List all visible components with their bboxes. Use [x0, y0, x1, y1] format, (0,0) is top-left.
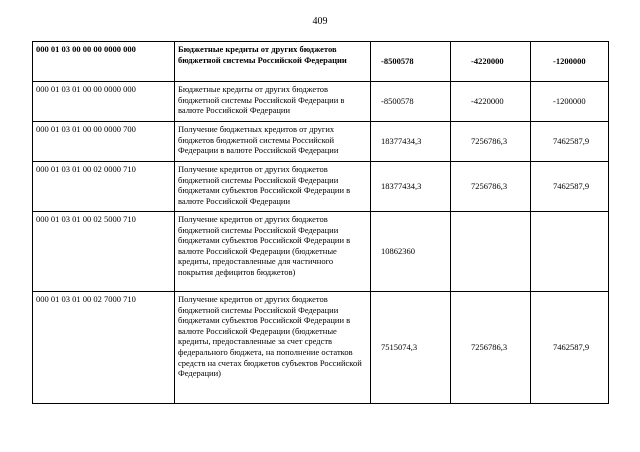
budget-credits-table — [32, 41, 609, 404]
table-row — [33, 42, 609, 82]
row-value-1: 7515074,3 — [371, 292, 451, 404]
row-name: Получение бюджетных кредитов от других бюджетов бюджетной системы Российской Федерации в валюте Российской Федерации — [175, 122, 371, 162]
row-value-3: 7462587,9 — [531, 162, 609, 212]
row-value-1: -8500578 — [371, 42, 451, 82]
row-name: Получение кредитов от других бюджетов бюджетной системы Российской Федерации бюджетами субъектов Российской Федерации в валюте Российской Федерации (бюджетные кредиты, предоставленные для частичного покрытия дефицитов бюджетов) — [175, 212, 371, 292]
row-code: 000 01 03 00 00 00 0000 000 — [33, 42, 175, 82]
table-row — [33, 162, 609, 212]
row-name: Получение кредитов от других бюджетов бюджетной системы Российской Федерации бюджетами субъектов Российской Федерации в валюте Российской Федерации — [175, 162, 371, 212]
page-number: 409 — [312, 16, 328, 27]
row-value-1: 18377434,3 — [371, 122, 451, 162]
row-value-3: -1200000 — [531, 82, 609, 122]
row-value-2: 7256786,3 — [451, 292, 531, 404]
row-value-3: -1200000 — [531, 42, 609, 82]
row-value-3: 7462587,9 — [531, 122, 609, 162]
row-value-2: 7256786,3 — [451, 162, 531, 212]
row-value-2: -4220000 — [451, 82, 531, 122]
table-row — [33, 82, 609, 122]
row-code: 000 01 03 01 00 02 5000 710 — [33, 212, 175, 292]
row-code: 000 01 03 01 00 02 7000 710 — [33, 292, 175, 404]
row-value-3: 7462587,9 — [531, 292, 609, 404]
row-value-1: -8500578 — [371, 82, 451, 122]
row-name: Бюджетные кредиты от других бюджетов бюджетной системы Российской Федерации в валюте Российской Федерации — [175, 82, 371, 122]
row-value-3 — [531, 212, 609, 292]
row-name: Бюджетные кредиты от других бюджетов бюджетной системы Российской Федерации — [175, 42, 371, 82]
row-code: 000 01 03 01 00 02 0000 710 — [33, 162, 175, 212]
row-code: 000 01 03 01 00 00 0000 700 — [33, 122, 175, 162]
row-value-1: 10862360 — [371, 212, 451, 292]
table-row — [33, 122, 609, 162]
row-name: Получение кредитов от других бюджетов бюджетной системы Российской Федерации бюджетами субъектов Российской Федерации в валюте Российской Федерации (бюджетные кредиты, предоставленные за счет средств федерального бюджета, на пополнение остатков средств на счетах бюджетов субъектов Российской Федерации) — [175, 292, 371, 404]
row-value-2: -4220000 — [451, 42, 531, 82]
table-row — [33, 292, 609, 404]
row-value-2: 7256786,3 — [451, 122, 531, 162]
table-row — [33, 212, 609, 292]
row-value-2 — [451, 212, 531, 292]
row-code: 000 01 03 01 00 00 0000 000 — [33, 82, 175, 122]
row-value-1: 18377434,3 — [371, 162, 451, 212]
